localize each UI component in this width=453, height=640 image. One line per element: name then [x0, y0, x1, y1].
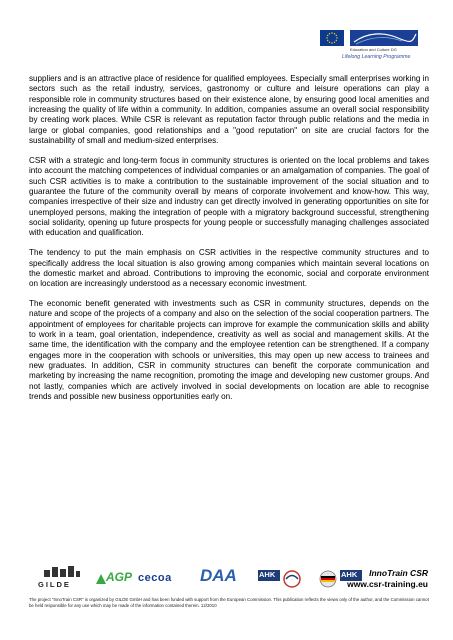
project-url[interactable]: www.csr-training.eu	[347, 579, 428, 589]
paragraph: CSR with a strategic and long-term focus in community structures is oriented on the local problems and takes into account the matching competences of individual companies or an amalgamation of companies. The goal of such CSR activities is to make a contribution to the sustainable improvement of the social situation and to guarantee the future of the community overall by means of corporate involvement and know-how. This way, companies irrespective of their size and industry can get directly involved in generating opportunities on site for unemployed persons, making the integration of people with a migratory background successful, strengthening social solidarity, opening up future prospects for young people or successfully managing challenges associated with education and qualification.	[29, 155, 429, 238]
programme-name: Lifelong Learning Programme	[342, 54, 411, 60]
eu-logo-banner	[350, 30, 418, 46]
project-brand	[347, 568, 428, 590]
cecoa-logo	[138, 572, 190, 588]
cecoa-wordmark: cecoa	[138, 572, 172, 584]
ahk-logo-1	[258, 570, 312, 590]
gilde-wordmark: GILDE	[38, 580, 71, 589]
ahk-swirl-icon	[282, 570, 302, 588]
agp-wordmark: AGP	[106, 570, 133, 584]
paragraph: The tendency to put the main emphasis on CSR activities in the respective community structures and to specifically address the local situation is also growing among companies which maintain several locations on the domestic market and abroad. Contributions to improving the economic, social and corporate environment on location are increasingly understood as a necessary economic investment.	[29, 248, 429, 289]
daa-wordmark: DAA	[200, 566, 237, 585]
project-name: InnoTrain CSR	[369, 568, 428, 578]
eu-flag-icon	[320, 30, 344, 46]
funding-disclaimer: The project "InnoTrain CSR" is organized by GILDE GmbH and has been funded with support from the European Commission. This publication reflects the views only of the author, and the Commission cannot be held responsible for any use which may be made of the information contained therein. 12/2010	[29, 597, 429, 609]
paragraph: The economic benefit generated with investments such as CSR in community structures, depends on the nature and scope of the projects of a company and also on the selection of the social cooperation partners. The appointment of employees for charitable projects can improve for example the communication skills and ability to work in a team, goal orientation, independence, creativity as well as social and management skills. At the same time, the identification with the company and the employee retention can be strengthened. If a company engages more in the cooperation with schools or universities, this may open up new access to trainees and new graduates. In addition, CSR in community structures can benefit the corporate communication and marketing by increasing the name recognition, promoting the image and developing new customer groups. And not lastly, companies which are actively involved in social developments on location are able to recognise trends and possible new business opportunities early on.	[29, 299, 429, 402]
daa-logo	[200, 566, 244, 590]
ahk-wordmark: AHK	[341, 570, 358, 579]
agp-mark-icon	[96, 574, 106, 584]
main-content	[29, 74, 429, 412]
eu-lifelong-learning-logo	[316, 30, 424, 64]
eu-caption: Education and Culture DG	[350, 47, 397, 52]
paragraph: suppliers and is an attractive place of residence for qualified employees. Especially small enterprises working in sectors such as the retail industry, services, gastronomy or culture and leisure operations can play a responsible role in community structures based on their existence alone, by ensuring good local amenities and increasing the quality of life within a community. In addition, companies assume an overall social responsibility by creating work places. While CSR is relevant as reputation factor through public relations and the media in large or global companies, good relationships and a "good reputation" on site are crucial factors for the sustainability of small and medium-sized enterprises.	[29, 74, 429, 146]
gilde-mark-icon	[42, 566, 82, 578]
ahk-badge	[258, 570, 280, 581]
agp-logo	[96, 570, 133, 588]
ahk-wordmark: AHK	[259, 570, 276, 579]
ahk-globe-icon	[318, 570, 338, 588]
gilde-logo	[34, 566, 88, 592]
